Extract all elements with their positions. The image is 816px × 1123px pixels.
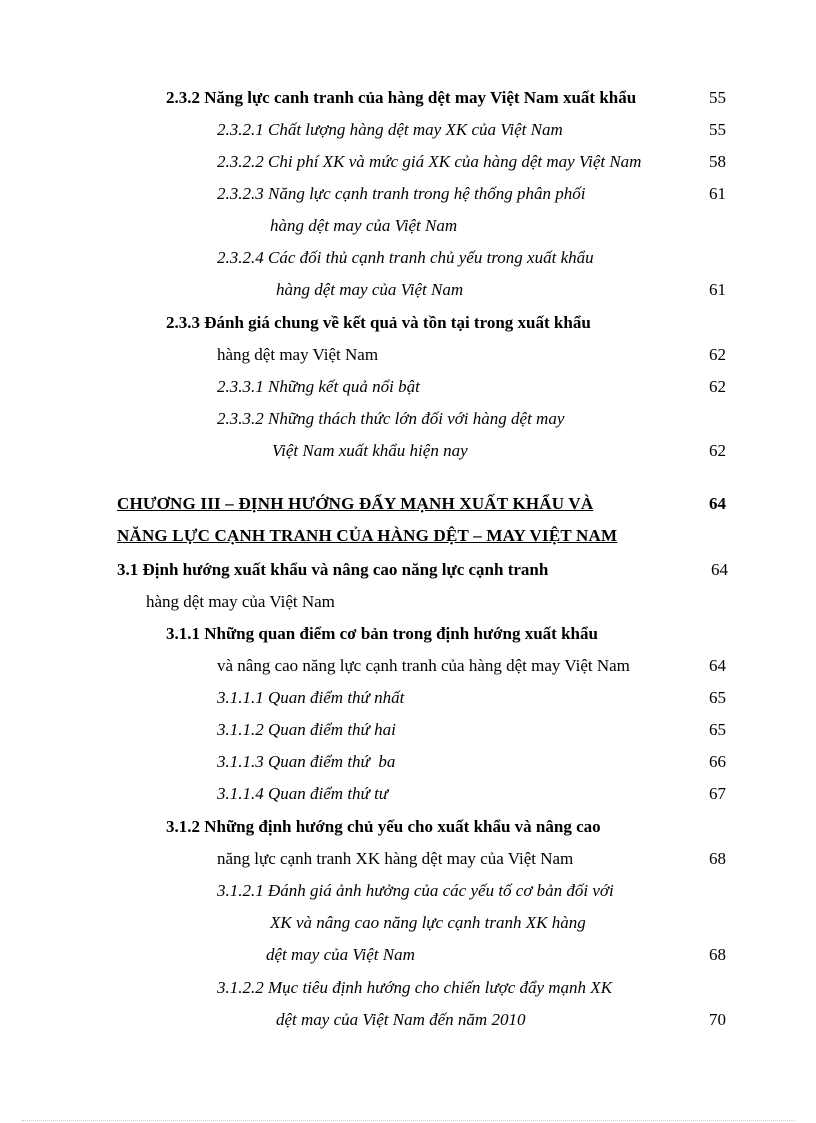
toc-entry-text: 3.1.1.3 Quan điểm thứ ba	[217, 752, 396, 771]
toc-entry-text: và nâng cao năng lực cạnh tranh của hàng dệt may Việt Nam	[217, 656, 630, 675]
toc-entry	[0, 718, 816, 742]
toc-entry-text: 2.3.2.1 Chất lượng hàng dệt may XK của Việt Nam	[217, 120, 563, 139]
toc-entry-text: Việt Nam xuất khẩu hiện nay	[272, 441, 468, 460]
toc-entry-text: 2.3.3 Đánh giá chung về kết quả và tồn tại trong xuất khẩu	[166, 313, 591, 332]
toc-entry	[0, 782, 816, 806]
toc-entry-continuation	[0, 847, 816, 871]
toc-entry	[0, 558, 816, 582]
toc-entry	[0, 879, 816, 903]
toc-page-number: 64	[709, 656, 726, 675]
toc-entry-continuation	[0, 654, 816, 678]
toc-entry-text: 3.1.1 Những quan điểm cơ bản trong định hướng xuất khẩu	[166, 624, 598, 643]
toc-entry	[0, 182, 816, 206]
toc-page-number: 67	[709, 784, 726, 803]
toc-page-number: 68	[709, 849, 726, 868]
toc-page-number: 64	[709, 494, 726, 513]
toc-page-number: 66	[709, 752, 726, 771]
toc-entry-continuation	[0, 911, 816, 935]
toc-entry-text: 3.1 Định hướng xuất khẩu và nâng cao năng lực cạnh tranh	[117, 560, 549, 579]
toc-page-number: 61	[709, 184, 726, 203]
toc-entry-continuation	[0, 439, 816, 463]
toc-entry-text: 2.3.3.1 Những kết quả nổi bật	[217, 377, 420, 396]
toc-entry	[0, 686, 816, 710]
toc-page-number: 68	[709, 945, 726, 964]
toc-entry-text: hàng dệt may của Việt Nam	[270, 216, 458, 235]
toc-entry-text: 2.3.2.3 Năng lực cạnh tranh trong hệ thống phân phối	[217, 184, 586, 203]
toc-entry	[0, 750, 816, 774]
toc-entry-text: 3.1.1.4 Quan điểm thứ tư	[217, 784, 389, 803]
toc-entry-continuation	[0, 214, 816, 238]
toc-page-number: 62	[709, 377, 726, 396]
toc-page-number: 55	[709, 88, 726, 107]
chapter-heading	[0, 492, 816, 516]
toc-entry-text: 2.3.2.2 Chi phí XK và mức giá XK của hàng dệt may Việt Nam	[217, 152, 642, 171]
toc-entry-text: hàng dệt may của Việt Nam	[146, 592, 335, 611]
toc-entry	[0, 815, 816, 839]
toc-entry	[0, 311, 816, 335]
toc-entry-text: 2.3.2 Năng lực canh tranh của hàng dệt may Việt Nam xuất khẩu	[166, 88, 637, 107]
toc-entry	[0, 118, 816, 142]
toc-entry-text: hàng dệt may của Việt Nam	[276, 280, 464, 299]
toc-entry-continuation	[0, 943, 816, 967]
toc-entry-text: 2.3.2.4 Các đối thủ cạnh tranh chủ yếu trong xuất khẩu	[217, 248, 594, 267]
toc-entry-text: 3.1.1.2 Quan điểm thứ hai	[217, 720, 396, 739]
toc-page-number: 70	[709, 1010, 726, 1029]
toc-entry	[0, 150, 816, 174]
toc-entry-text: 3.1.2.1 Đánh giá ảnh hưởng của các yếu tố cơ bản đối với	[217, 881, 614, 900]
toc-page-number: 58	[709, 152, 726, 171]
toc-page-number: 62	[709, 441, 726, 460]
toc-page-number: 62	[709, 345, 726, 364]
toc-entry-text: CHƯƠNG III – ĐỊNH HƯỚNG ĐẨY MẠNH XUẤT KHẨU VÀ	[117, 494, 594, 513]
toc-entry-text: XK và nâng cao năng lực cạnh tranh XK hàng	[270, 913, 586, 932]
toc-entry-text: hàng dệt may Việt Nam	[217, 345, 379, 364]
toc-entry-text: dệt may của Việt Nam đến năm 2010	[276, 1010, 526, 1029]
toc-entry	[0, 407, 816, 431]
toc-entry	[0, 976, 816, 1000]
toc-entry-continuation	[0, 1008, 816, 1032]
toc-entry-text: NĂNG LỰC CẠNH TRANH CỦA HÀNG DỆT – MAY VIỆT NAM	[117, 526, 618, 545]
toc-entry-continuation	[0, 590, 816, 614]
toc-page-number: 55	[709, 120, 726, 139]
toc-entry-text: dệt may của Việt Nam	[266, 945, 415, 964]
toc-entry-text: 2.3.3.2 Những thách thức lớn đối với hàng dệt may	[217, 409, 565, 428]
toc-entry	[0, 246, 816, 270]
toc-page-number: 61	[709, 280, 726, 299]
toc-entry-continuation	[0, 278, 816, 302]
toc-entry-text: 3.1.2.2 Mục tiêu định hướng cho chiến lược đẩy mạnh XK	[217, 978, 613, 997]
toc-entry	[0, 622, 816, 646]
toc-page-number: 65	[709, 688, 726, 707]
toc-entry-text: 3.1.1.1 Quan điểm thứ nhất	[217, 688, 405, 707]
toc-entry	[0, 375, 816, 399]
toc-entry	[0, 86, 816, 110]
toc-entry-continuation	[0, 343, 816, 367]
chapter-heading-continuation	[0, 524, 816, 548]
toc-page-number: 65	[709, 720, 726, 739]
page-bottom-border	[22, 1120, 794, 1121]
toc-entry-text: 3.1.2 Những định hướng chủ yếu cho xuất khẩu và nâng cao	[166, 817, 601, 836]
toc-page-number: 64	[711, 560, 728, 579]
toc-entry-text: năng lực cạnh tranh XK hàng dệt may của Việt Nam	[217, 849, 574, 868]
